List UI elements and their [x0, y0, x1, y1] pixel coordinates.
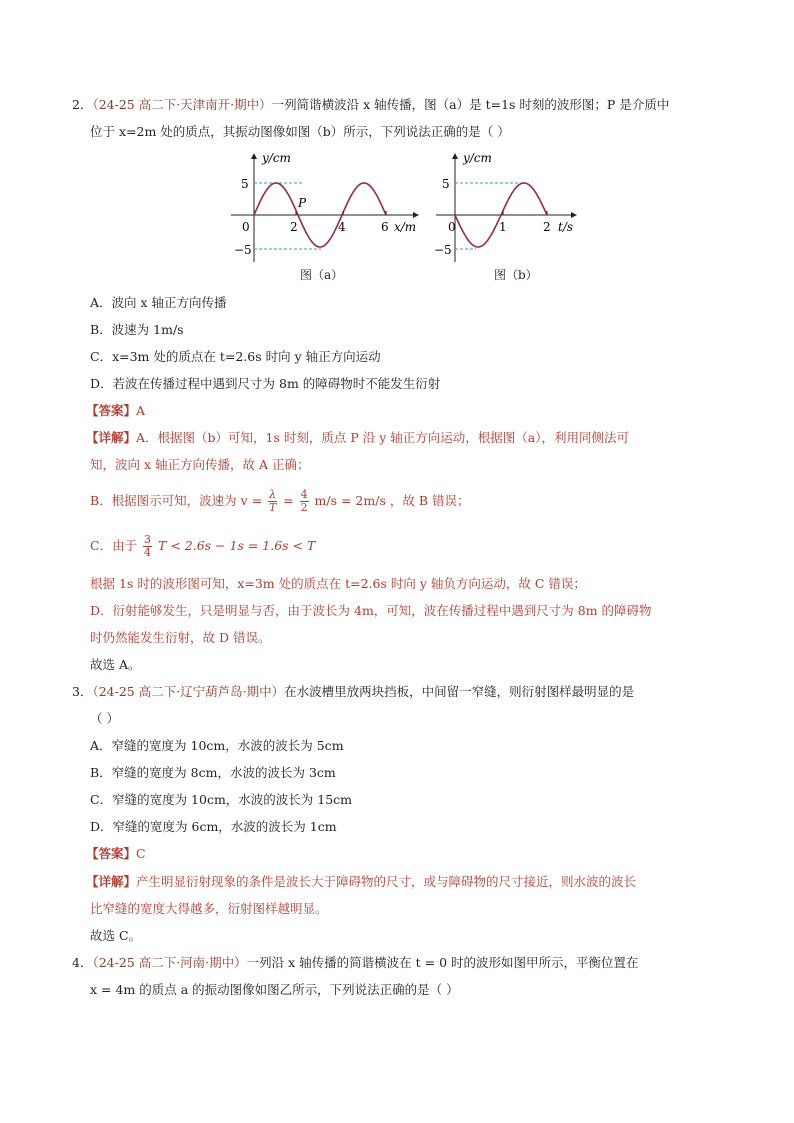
detail-tag: 【详解】 [86, 874, 137, 889]
question-source: （24-25 高二下·天津南开·期中） [92, 97, 272, 112]
fraction-lambda-over-t: $\frac{\lambda}{T}$ [268, 488, 277, 514]
y-axis-label: y/cm [463, 151, 492, 165]
detail-tag: 【详解】 [86, 430, 137, 445]
answer-line [86, 845, 146, 863]
y-tick-bottom: −5 [234, 243, 252, 257]
origin-label: 0 [448, 220, 456, 234]
x-tick-6: 6 [381, 220, 389, 234]
origin-label: 0 [242, 220, 250, 234]
answer-value: C [136, 846, 146, 861]
option-d: D．窄缝的宽度为 6cm，水波的波长为 1cm [90, 819, 337, 834]
x-axis-label: x/m [394, 220, 417, 234]
detail-formula-b: B．根据图示可知，波速为 v = $\frac{\lambda}{T}$ = $\frac{4}{2}$ m/s = 2m/s ，故 B 错误； [90, 488, 470, 514]
x-tick-2: 2 [290, 220, 298, 234]
question-2-line1 [72, 96, 669, 114]
y-axis-label: y/cm [262, 151, 291, 165]
question-4-line1 [72, 954, 639, 972]
question-3-line1 [72, 683, 634, 701]
detail-line8: 时仍然能发生衍射，故 D 错误。 [90, 630, 271, 645]
t-tick-2: 2 [543, 220, 551, 234]
option-a: A．波向 x 轴正方向传播 [90, 295, 227, 310]
option-a: A．窄缝的宽度为 10cm，水波的波长为 5cm [90, 738, 344, 753]
option-c: C．窄缝的宽度为 10cm，水波的波长为 15cm [90, 792, 353, 807]
option-c: C．x=3m 处的质点在 t=2.6s 时向 y 轴正方向运动 [90, 349, 381, 364]
vibration-graph-b [426, 150, 586, 268]
question-stem-line2: x = 4m 的质点 a 的振动图像如图乙所示，下列说法正确的是（ ） [90, 982, 459, 997]
question-stem-line2: 位于 x=2m 处的质点，其振动图像如图（b）所示，下列说法正确的是（ ） [90, 124, 510, 139]
question-source: （24-25 高二下·辽宁葫芦岛·期中） [92, 684, 285, 699]
detail-line7: D．衍射能够发生，只是明显与否，由于波长为 4m，可知，波在传播过程中遇到尺寸为 8m 的障碍物 [90, 603, 652, 618]
figure-b-caption: 图（b） [494, 268, 538, 282]
question-stem: 一列简谐横波沿 x 轴传播，图（a）是 t=1s 时刻的波形图；P 是介质中 [271, 97, 670, 112]
t-axis-label: t/s [558, 220, 574, 234]
question-stem: 一列沿 x 轴传播的简谐横波在 t = 0 时的波形如图甲所示，平衡位置在 [246, 955, 639, 970]
question-number: 3． [72, 684, 93, 699]
detail-line2: 比窄缝的宽度大得越多，衍射图样越明显。 [90, 901, 328, 916]
question-stem-line2: （ ） [90, 711, 119, 726]
y-tick-top: 5 [442, 177, 450, 191]
figure-a-caption: 图（a） [300, 268, 344, 282]
detail-line1: 【详解】A．根据图（b）可知，1s 时刻，质点 P 沿 y 轴正方向运动，根据图（a），利用同侧法可 [86, 430, 629, 445]
question-number: 2． [72, 97, 93, 112]
detail-formula-c: C．由于 $\frac{3}{4}$ T < 2.6s − 1s = 1.6s < T [90, 533, 316, 559]
detail-line2: 知，波向 x 轴正方向传播，故 A 正确； [90, 457, 310, 472]
question-source: （24-25 高二下·河南·期中） [92, 955, 247, 970]
conclusion: 故选 C。 [90, 928, 142, 943]
answer-tag: 【答案】 [86, 846, 137, 861]
option-b: B．波速为 1m/s [90, 322, 184, 337]
t-tick-1: 1 [499, 220, 507, 234]
option-b: B．窄缝的宽度为 8cm，水波的波长为 3cm [90, 765, 336, 780]
fraction-3-over-4: $\frac{3}{4}$ [144, 533, 152, 559]
y-tick-top: 5 [241, 177, 249, 191]
point-p-label: P [298, 196, 307, 210]
question-number: 4． [72, 955, 93, 970]
answer-value: A [136, 403, 146, 418]
y-tick-bottom: −5 [434, 243, 452, 257]
answer-tag: 【答案】 [86, 403, 137, 418]
conclusion: 故选 A。 [90, 657, 141, 672]
x-tick-4: 4 [338, 220, 346, 234]
answer-line [86, 402, 145, 420]
question-stem: 在水波槽里放两块挡板，中间留一窄缝，则衍射图样最明显的是 [284, 684, 635, 699]
wave-graph-a [226, 150, 426, 268]
detail-line6: 根据 1s 时的波形图可知，x=3m 处的质点在 t=2.6s 时向 y 轴负方向运动，故 C 错误； [90, 576, 586, 591]
option-d: D．若波在传播过程中遇到尺寸为 8m 的障碍物时不能发生衍射 [90, 376, 441, 391]
detail-line1: 【详解】产生明显衍射现象的条件是波长大于障碍物的尺寸，或与障碍物的尺寸接近，则水波的波长 [86, 874, 637, 889]
fraction-4-over-2: $\frac{4}{2}$ [300, 488, 308, 514]
